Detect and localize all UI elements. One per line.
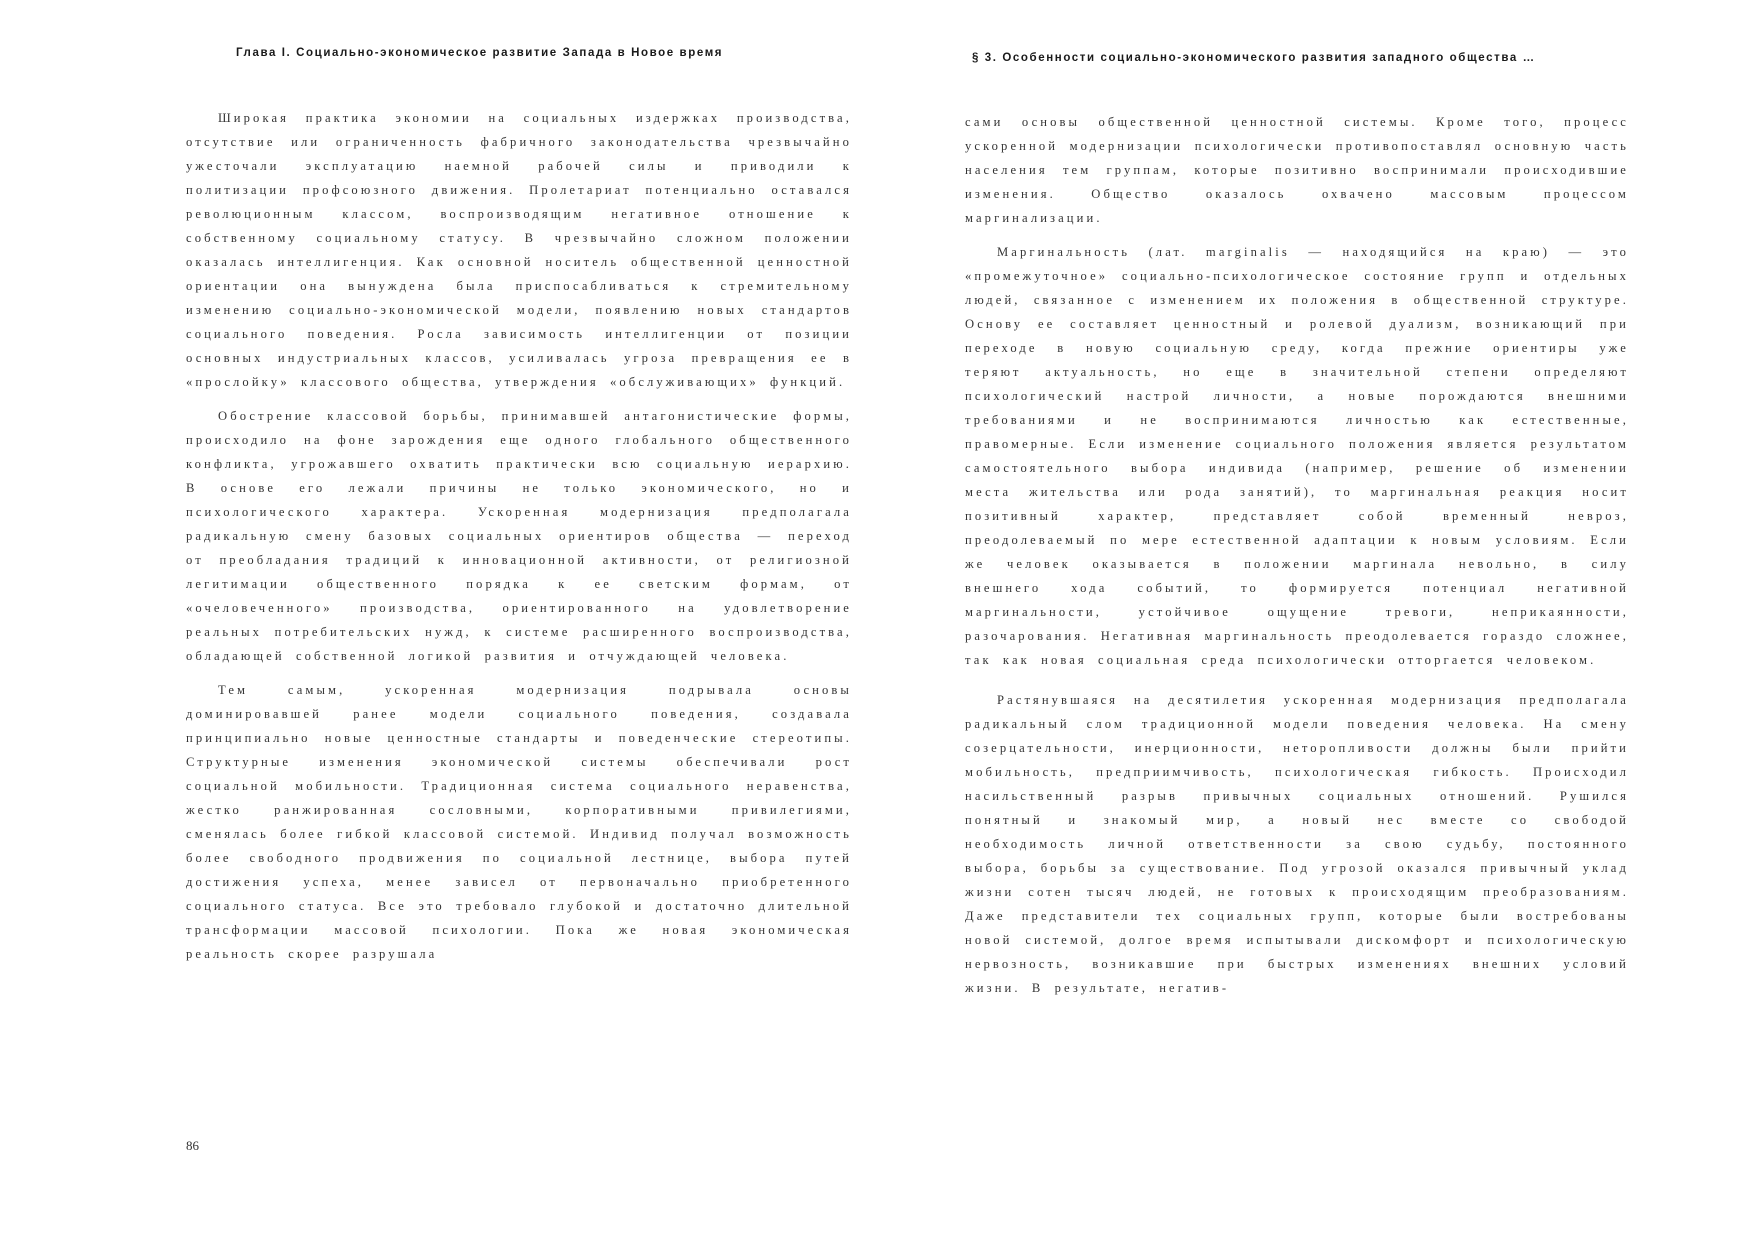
paragraph: Широкая практика экономии на социальных издержках производства, отсутствие или ограниченность фабричного законодательства чрезвычайно ужесточали эксплуатацию наемной рабочей силы и приводили к политизации профсоюзного движения. Пролетариат потенциально оставался революционным классом, воспроизводящим негативное отношение к собственному социальному статусу. В чрезвычайно сложном положении оказалась интеллигенция. Как основной носитель общественной ценностной ориентации она вынуждена была приспосабливаться к стремительному изменению социально-экономической модели, появлению новых стандартов социального поведения. Росла зависимость интеллигенции от позиции основных индустриальных классов, усиливалась угроза превращения ее в «прослойку» классового общества, утверждения «обслуживающих» функций. xyxy=(186,111,852,389)
page-number: 86 xyxy=(186,1138,199,1153)
paragraph: Растянувшаяся на десятилетия ускоренная модернизация предполагала радикальный слом традиционной модели поведения человека. На смену созерцательности, инерционности, неторопливости должны были прийти мобильность, предприимчивость, психологическая гибкость. Происходил насильственный разрыв привычных социальных отношений. Рушился понятный и знакомый мир, а новый нес вместе со свободой необходимость личной ответственности за свою судьбу, постоянного выбора, борьбы за существование. Под угрозой оказался привычный уклад жизни сотен тысяч людей, не готовых к происходящим преобразованиям. Даже представители тех социальных групп, которые были востребованы новой системой, долгое время испытывали дискомфорт и психологическую нервозность, возникавшие при быстрых изменениях внешних условий жизни. В результате, негатив- xyxy=(965,693,1629,995)
paragraph: Маргинальность (лат. marginalis — находящийся на краю) — это «промежуточное» социально-психологическое состояние групп и отдельных людей, связанное с изменением их положения в общественной структуре. Основу ее составляет ценностный и ролевой дуализм, возникающий при переходе в новую социальную среду, когда прежние ориентиры уже теряют актуальность, но еще в значительной степени определяют психологический настрой личности, а новые порождаются внешними требованиями и не воспринимаются личностью как естественные, правомерные. Если изменение социального положения является результатом самостоятельного выбора индивида (например, решение об изменении места жительства или рода занятий), то маргинальная реакция носит позитивный характер, представляет собой временный невроз, преодолеваемый по мере естественной адаптации к новым условиям. Если же человек оказывается в положении маргинала невольно, в силу внешнего хода событий, то формируется потенциал негативной маргинальности, устойчивое ощущение тревоги, неприкаянности, разочарования. Негативная маргинальность преодолевается гораздо сложнее, так как новая социальная среда психологически отторгается человеком. xyxy=(965,245,1629,667)
right-page xyxy=(877,0,1754,1239)
paragraph: Тем самым, ускоренная модернизация подрывала основы доминировавшей ранее модели социального поведения, создавала принципиально новые ценностные стандарты и поведенческие стереотипы. Структурные изменения экономической системы обеспечивали рост социальной мобильности. Традиционная система социального неравенства, жестко ранжированная сословными, корпоративными привилегиями, сменялась более гибкой классовой системой. Индивид получал возможность более свободного продвижения по социальной лестнице, выбора путей достижения успеха, менее зависел от первоначально приобретенного социального статуса. Все это требовало глубокой и достаточно длительной трансформации массовой психологии. Пока же новая экономическая реальность скорее разрушала xyxy=(186,683,852,961)
running-head-right: § 3. Особенности социально-экономического развития западного общества … xyxy=(972,52,1536,64)
body-text-right xyxy=(965,110,1629,1010)
body-text-left xyxy=(186,106,852,976)
running-head-left: Глава I. Социально-экономическое развитие Запада в Новое время xyxy=(236,47,724,59)
paragraph: Обострение классовой борьбы, принимавшей антагонистические формы, происходило на фоне зарождения еще одного глобального общественного конфликта, угрожавшего охватить практически всю социальную иерархию. В основе его лежали причины не только экономического, но и психологического характера. Ускоренная модернизация предполагала радикальную смену базовых социальных ориентиров общества — переход от преобладания традиций к инновационной активности, от религиозной легитимации общественного порядка к ее светским формам, от «очеловеченного» производства, ориентированного на удовлетворение реальных потребительских нужд, к системе расширенного воспроизводства, обладающей собственной логикой развития и отчуждающей человека. xyxy=(186,409,852,663)
paragraph-continued: сами основы общественной ценностной системы. Кроме того, процесс ускоренной модернизации психологически противопоставлял основную часть населения тем группам, которые позитивно воспринимали происходившие изменения. Общество оказалось охвачено массовым процессом маргинализации. xyxy=(965,115,1629,225)
